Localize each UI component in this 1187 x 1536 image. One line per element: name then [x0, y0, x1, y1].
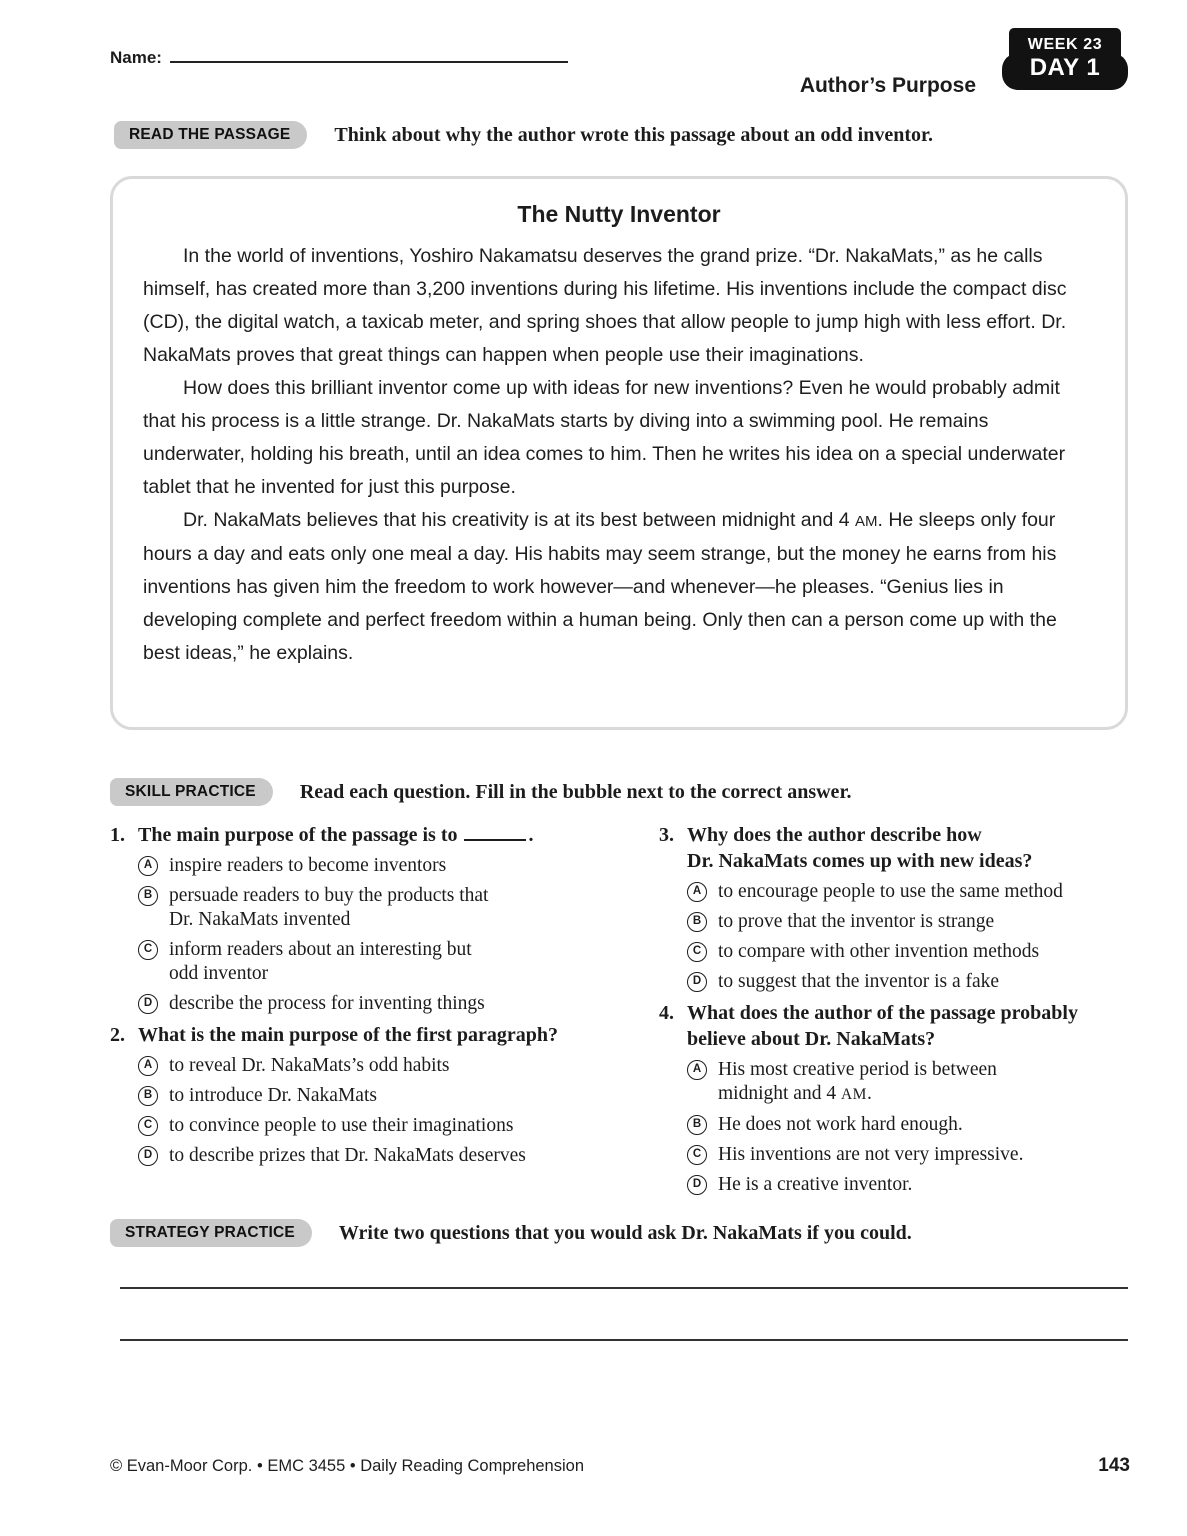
answer-bubble-c[interactable]: C [687, 942, 707, 962]
read-the-passage-row [114, 121, 933, 149]
passage-paragraph-1 [143, 240, 1095, 372]
option-text [718, 1058, 997, 1107]
answer-bubble-b[interactable]: B [138, 1086, 158, 1106]
passage-title: The Nutty Inventor [517, 201, 721, 227]
answer-write-area [120, 1247, 1128, 1341]
answer-blank [464, 827, 526, 841]
option-c [138, 1114, 632, 1138]
option-text: to describe prizes that Dr. NakaMats deserves [169, 1145, 526, 1166]
stem-line: Why does the author describe how [687, 824, 982, 846]
answer-bubble-a[interactable]: A [687, 1060, 707, 1080]
skill-category-label: Author’s Purpose [799, 74, 976, 97]
option-b [138, 884, 632, 932]
question-1 [110, 822, 632, 1016]
option-text: to encourage people to use the same method [718, 881, 1063, 902]
option-a [687, 1058, 1128, 1107]
option-c [687, 1143, 1128, 1167]
read-the-passage-instruction: Think about why the author wrote this passage about an odd inventor. [334, 123, 934, 146]
option-d [138, 1144, 632, 1168]
option-text: to suggest that the inventor is a fake [718, 971, 1000, 992]
answer-bubble-a[interactable]: A [138, 1056, 158, 1076]
day-label: DAY 1 [1002, 53, 1128, 90]
paragraph-text: . He sleeps only four hours a day and eats only one meal a day. His habits may seem strange, but the money he earns from his inventions has given him the freedom to work however—and whenever—he pleases. “Genius lies in developing complete and perfect freedom within a human being. Only then can a person come up with the best ideas,” he explains. [143, 509, 1057, 664]
passage-box [110, 176, 1128, 730]
answer-bubble-d[interactable]: D [138, 1146, 158, 1166]
question-text [687, 822, 1032, 874]
questions-area [110, 822, 1128, 1203]
answer-bubble-a[interactable]: A [138, 856, 158, 876]
option-line: inform readers about an interesting but [169, 939, 472, 960]
question-stem [110, 822, 632, 848]
questions-column-left [110, 822, 632, 1203]
option-text: He is a creative inventor. [718, 1174, 913, 1195]
name-label: Name: [110, 48, 162, 67]
option-text: to compare with other invention methods [718, 941, 1040, 962]
strategy-practice-badge: STRATEGY PRACTICE [110, 1219, 312, 1247]
question-text [687, 1000, 1078, 1052]
stem-line: What does the author of the passage probably [687, 1002, 1078, 1024]
answer-bubble-c[interactable]: C [138, 940, 158, 960]
stem-text: The main purpose of the passage is to [138, 824, 458, 846]
page-number: 143 [1098, 1455, 1130, 1476]
questions-column-right [659, 822, 1128, 1203]
answer-bubble-a[interactable]: A [687, 882, 707, 902]
question-stem [659, 822, 1128, 874]
question-4 [659, 1000, 1128, 1197]
option-text: He does not work hard enough. [718, 1114, 963, 1135]
option-b [138, 1084, 632, 1108]
paragraph-text: How does this brilliant inventor come up with ideas for new inventions? Even he would probably admit that his process is a little strange. Dr. NakaMats starts by diving into a swimming pool. He remains underwater, holding his breath, until an idea comes to him. Then he writes his idea on a special underwater tablet that he invented for just this purpose. [143, 377, 1066, 498]
answer-bubble-c[interactable]: C [138, 1116, 158, 1136]
paragraph-text: In the world of inventions, Yoshiro Nakamatsu deserves the grand prize. “Dr. NakaMats,” as he calls himself, has created more than 3,200 inventions during his lifetime. His inventions include the compact disc (CD), the digital watch, a taxicab meter, and spring shoes that allow people to jump high with less effort. Dr. NakaMats proves that great things can happen when people use their imaginations. [143, 245, 1067, 366]
question-number: 2. [110, 1024, 125, 1046]
page-header [110, 0, 1128, 176]
small-caps-am: AM [855, 513, 878, 530]
week-day-badge [1002, 28, 1128, 90]
option-c [138, 938, 632, 986]
name-row [110, 48, 568, 68]
skill-practice-badge: SKILL PRACTICE [110, 778, 273, 806]
option-b [687, 910, 1128, 934]
page-footer [110, 1455, 1130, 1477]
option-d [687, 1173, 1128, 1197]
read-the-passage-badge: READ THE PASSAGE [114, 121, 307, 149]
option-d [138, 992, 632, 1016]
answer-bubble-d[interactable]: D [687, 972, 707, 992]
week-label: WEEK 23 [1009, 28, 1121, 60]
skill-practice-instruction: Read each question. Fill in the bubble next to the correct answer. [299, 780, 852, 803]
option-text: His inventions are not very impressive. [718, 1144, 1024, 1165]
option-d [687, 970, 1128, 994]
strategy-practice-row [110, 1219, 1128, 1247]
question-text: What is the main purpose of the first paragraph? [138, 1024, 559, 1046]
option-line: persuade readers to buy the products that [169, 885, 489, 906]
question-number: 4. [659, 1002, 674, 1024]
answer-line-2[interactable] [120, 1289, 1128, 1341]
stem-text: . [528, 824, 534, 846]
answer-line-1[interactable] [120, 1247, 1128, 1289]
option-text: to reveal Dr. NakaMats’s odd habits [169, 1055, 450, 1076]
answer-bubble-d[interactable]: D [687, 1175, 707, 1195]
option-text: describe the process for inventing things [169, 993, 485, 1014]
small-caps-am: AM [840, 1086, 867, 1103]
option-c [687, 940, 1128, 964]
option-line [718, 1082, 997, 1107]
question-number: 3. [659, 824, 674, 846]
option-text: to convince people to use their imaginations [169, 1115, 514, 1136]
question-stem [110, 1022, 632, 1048]
option-text [169, 884, 488, 932]
option-text: inspire readers to become inventors [169, 855, 447, 876]
name-input-line[interactable] [170, 48, 568, 63]
question-text [138, 822, 533, 848]
option-line-text: . [866, 1083, 872, 1104]
option-a [687, 880, 1128, 904]
answer-bubble-d[interactable]: D [138, 994, 158, 1014]
answer-bubble-c[interactable]: C [687, 1145, 707, 1165]
paragraph-text: Dr. NakaMats believes that his creativity is at its best between midnight and 4 [183, 509, 855, 531]
strategy-practice-instruction: Write two questions that you would ask Dr. NakaMats if you could. [338, 1221, 912, 1244]
passage-paragraph-3 [143, 504, 1095, 670]
option-text [169, 938, 472, 986]
stem-line: believe about Dr. NakaMats? [687, 1028, 936, 1050]
question-number: 1. [110, 824, 125, 846]
option-b [687, 1113, 1128, 1137]
question-2 [110, 1022, 632, 1168]
option-line: His most creative period is between [718, 1059, 997, 1080]
question-3 [659, 822, 1128, 994]
answer-bubble-b[interactable]: B [687, 1115, 707, 1135]
option-a [138, 1054, 632, 1078]
option-line: odd inventor [169, 963, 269, 984]
option-a [138, 854, 632, 878]
passage-paragraph-2 [143, 372, 1095, 504]
answer-bubble-b[interactable]: B [687, 912, 707, 932]
option-line: Dr. NakaMats invented [169, 909, 351, 930]
option-line-text: midnight and 4 [718, 1083, 841, 1104]
answer-bubble-b[interactable]: B [138, 886, 158, 906]
skill-practice-row [110, 778, 1128, 806]
option-text: to prove that the inventor is strange [718, 911, 995, 932]
stem-line: Dr. NakaMats comes up with new ideas? [687, 850, 1033, 872]
copyright-text: © Evan-Moor Corp. • EMC 3455 • Daily Reading Comprehension [110, 1457, 585, 1475]
question-stem [659, 1000, 1128, 1052]
option-text: to introduce Dr. NakaMats [169, 1085, 377, 1106]
